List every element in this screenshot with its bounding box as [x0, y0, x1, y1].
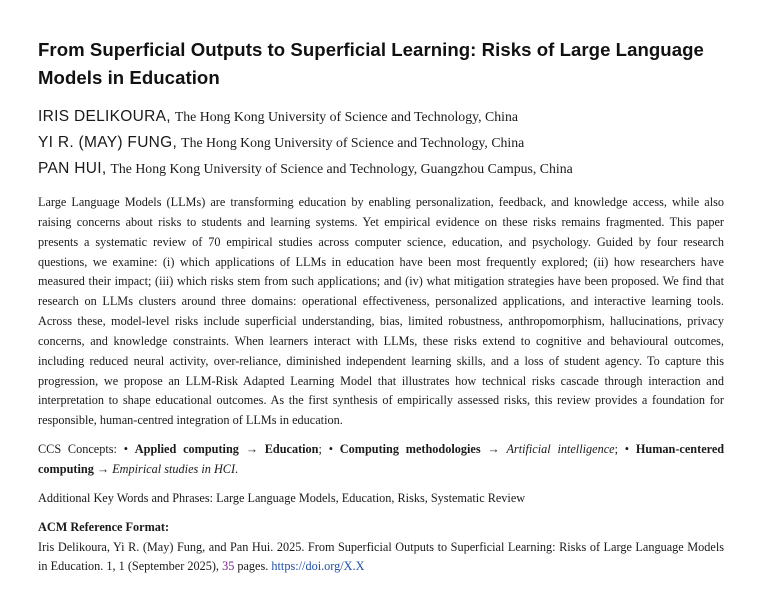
ccs-separator: ; — [614, 442, 618, 457]
author-name: PAN HUI, — [38, 160, 107, 177]
reference-text — [38, 538, 724, 578]
ccs-concept: Education — [264, 442, 319, 457]
paper-page — [38, 36, 724, 577]
author-name: YI R. (MAY) FUNG, — [38, 134, 178, 151]
ccs-arrow: → — [245, 442, 258, 457]
page-count-link[interactable]: 35 — [222, 559, 235, 574]
ccs-bullet: • — [123, 442, 128, 457]
author-list — [38, 104, 724, 182]
author-name: IRIS DELIKOURA, — [38, 108, 171, 125]
ccs-subconcept: Artificial intelligence — [506, 442, 615, 457]
reference-pages-suffix: pages. — [234, 559, 272, 574]
author-entry — [38, 130, 724, 156]
doi-link[interactable]: https://doi.org/X.X — [271, 559, 365, 574]
ccs-concepts — [38, 440, 724, 480]
author-affiliation: The Hong Kong University of Science and Technology, China — [181, 135, 525, 150]
ccs-arrow: → — [487, 442, 500, 457]
ccs-concept: Human-centered computing — [38, 442, 725, 476]
author-entry — [38, 104, 724, 130]
reference-heading: ACM Reference Format: — [38, 519, 170, 534]
ccs-bullet: • — [328, 442, 333, 457]
ccs-arrow: → — [96, 461, 110, 476]
keywords: Additional Key Words and Phrases: Large Language Models, Education, Risks, Systematic Review — [38, 490, 526, 505]
ccs-subconcept: Empirical studies in HCI — [112, 461, 236, 476]
ccs-label: CCS Concepts: — [38, 442, 117, 457]
paper-title: From Superficial Outputs to Superficial Learning: Risks of Large Language Models in Education — [38, 39, 704, 88]
reference-citation: Iris Delikoura, Yi R. (May) Fung, and Pan Hui. 2025. From Superficial Outputs to Superficial Learning: Risks of Large Language Models in Education. 1, 1 (September 2025), — [38, 539, 724, 574]
ccs-concept: Computing methodologies — [339, 442, 481, 457]
author-affiliation: The Hong Kong University of Science and Technology, China — [174, 109, 518, 124]
ccs-separator: ; — [318, 442, 322, 457]
abstract: Large Language Models (LLMs) are transforming education by enabling personalization, feedback, and knowledge access, while also raising concerns about risks to students and learning systems. Yet empirical evidence on these risks remains fragmented. This paper presents a systematic review of 70 empirical studies across computer science, education, and psychology. Guided by four research questions, we examine: (i) which applications of LLMs in education have been most frequently explored; (ii) how researchers have measured their impact; (iii) which risks stem from such applications; and (iv) what mitigation strategies have been proposed. We find that research on LLMs clusters around three domains: operational effectiveness, personalized applications, and interactive learning tools. Across these, model-level risks include superficial understanding, bias, limited robustness, anthropomorphism, hallucinations, privacy concerns, and knowledge constraints. When learners interact with LLMs, these risks extend to cognitive and behavioural outcomes, including reduced neural activity, over-reliance, diminished independent learning skills, and a loss of student agency. To capture this progression, we propose an LLM-Risk Adapted Learning Model that illustrates how technical risks cascade through interaction and interpretation to shape educational outcomes. As the first synthesis of empirically assessed risks, this review provides a foundation for responsible, human-centred integration of LLMs in education. — [38, 195, 724, 428]
author-entry — [38, 156, 724, 182]
author-affiliation: The Hong Kong University of Science and Technology, Guangzhou Campus, China — [110, 161, 573, 176]
ccs-end: . — [235, 461, 239, 476]
ccs-concept: Applied computing — [134, 442, 239, 457]
ccs-bullet: • — [624, 442, 630, 457]
